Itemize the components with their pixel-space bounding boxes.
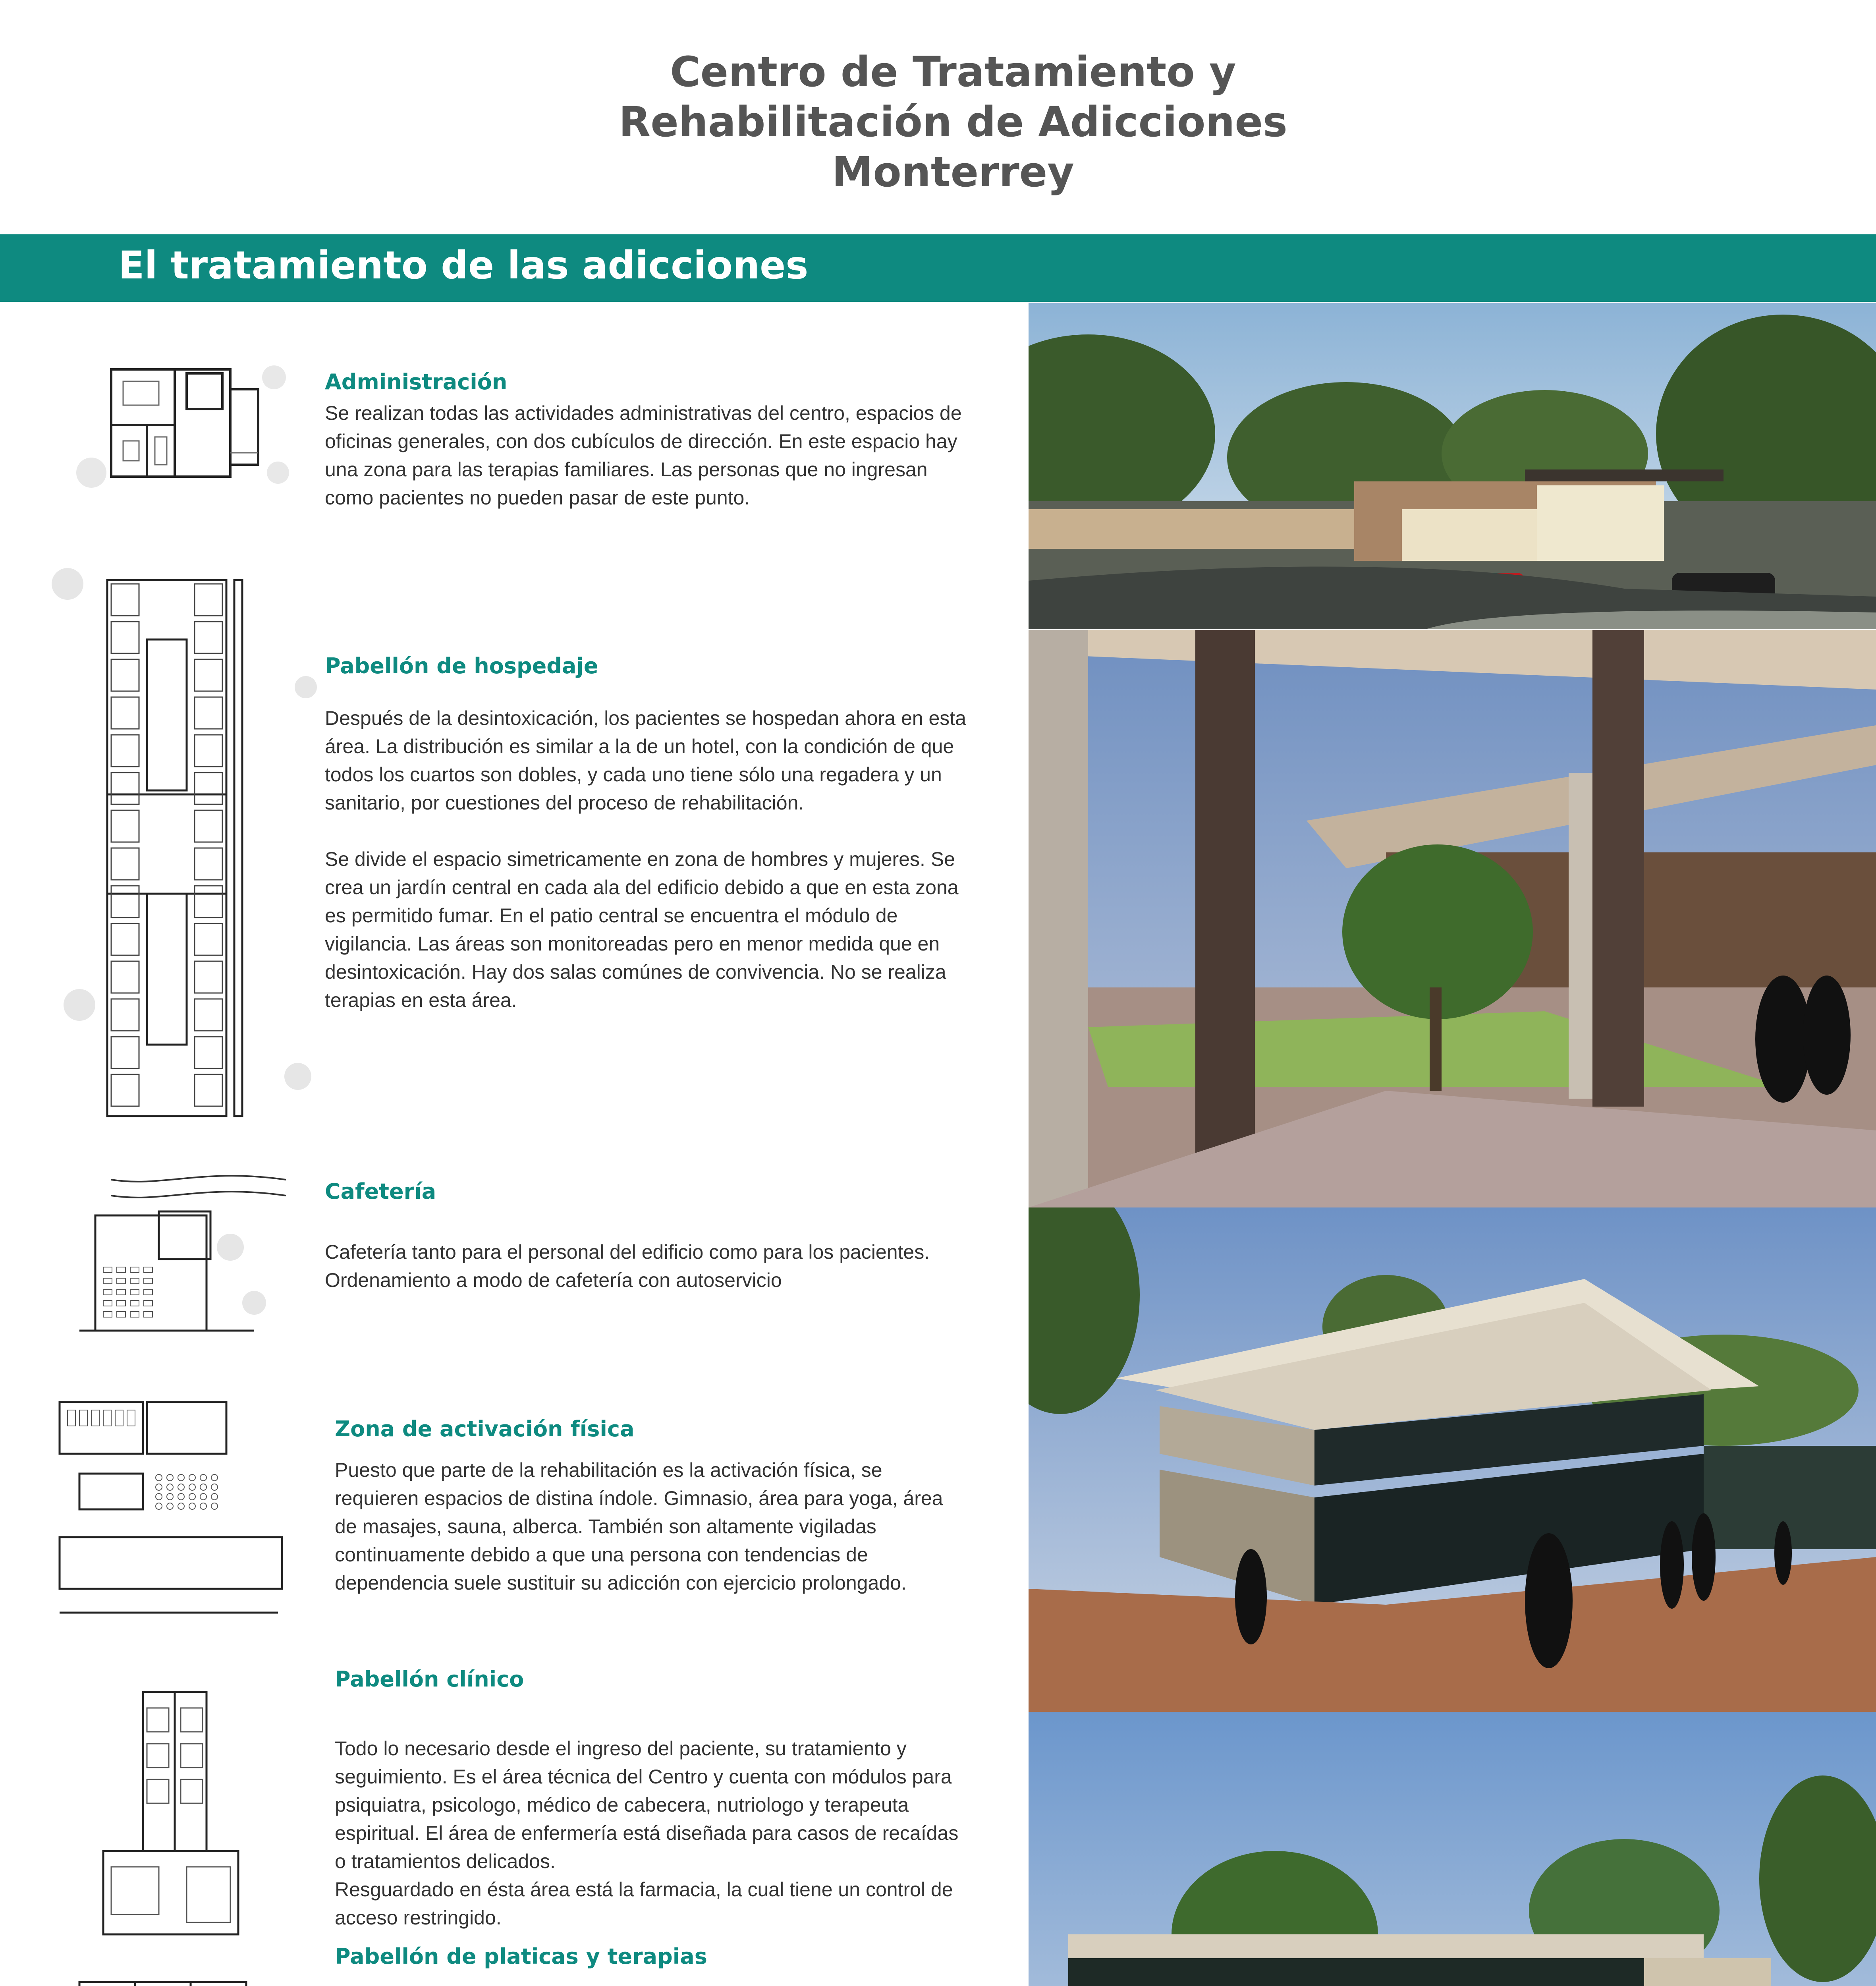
section-text-activacion-fisica (335, 1456, 970, 1597)
section-title-clinico: Pabellón clínico (335, 1667, 524, 1692)
band-title: El tratamiento de las adicciones (118, 243, 809, 288)
page-title (477, 47, 1430, 197)
section-title-administracion: Administración (325, 369, 508, 394)
section-title-cafeteria: Cafetería (325, 1179, 436, 1204)
section-text-cafeteria (325, 1210, 960, 1323)
paragraph: Cafetería tanto para el personal del edificio como para los pacientes. Ordenamiento a modo de cafetería con autoservicio (325, 1241, 930, 1291)
paragraph: Se divide el espacio simetricamente en zona de hombres y mujeres. Se crea un jardín central en cada ala del edificio debido a que en esta zona es permitido fumar. En el patio central se encuentra el módulo de vigilancia. Las áreas son monitoreadas pero en menor medida que en desintoxicación. Hay dos salas comúnes de convivencia. No se realiza terapias en esta área. (325, 848, 959, 1011)
title-line-2: Rehabilitación de Adicciones (619, 98, 1287, 146)
plan-hospedaje (44, 568, 322, 1140)
plan-clinico (87, 1684, 262, 1942)
title-line-3: Monterrey (832, 148, 1075, 196)
section-title-activacion-fisica: Zona de activación física (335, 1416, 635, 1441)
plan-cafeteria (64, 1172, 286, 1354)
render-activation-building (1029, 1207, 1876, 1712)
section-text-platicas-terapias (335, 1984, 970, 1986)
render-courtyard (1029, 630, 1876, 1207)
render-exterior-entrance (1029, 303, 1876, 629)
section-title-hospedaje: Pabellón de hospedaje (325, 653, 598, 678)
paragraph: Después de la desintoxicación, los pacientes se hospedan ahora en esta área. La distribución es similar a la de un hotel, con la condición de que todos los cuartos son dobles, y cada uno tiene sólo una regadera y un sanitario, por cuestiones del proceso de rehabilitación. (325, 707, 966, 814)
plan-platicas-terapias (71, 1974, 258, 1986)
paragraph: Todo lo necesario desde el ingreso del paciente, su tratamiento y seguimiento. Es el área técnica del Centro y cuenta con módulos para psiquiatra, psicologo, médico de cabecera, nutriologo y terapeuta espiritual. El área de enfermería está diseñada para casos de recaídas o tratamientos delicados. Resguardado en ésta área está la farmacia, la cual tiene un control de acceso restringido. (335, 1737, 959, 1929)
paragraph: Puesto que parte de la rehabilitación es la activación física, se requieren espacios de distina índole. Gimnasio, área para yoga, área de masajes, sauna, alberca. También son altamente vigiladas continuamente debido a que una persona con tendencias de dependencia suele sustituir su adicción con ejercicio prolongado. (335, 1459, 943, 1594)
plan-activacion-fisica (56, 1398, 286, 1636)
render-garden-plaza (1029, 1712, 1876, 1986)
paragraph: Se realizan todas las actividades administrativas del centro, espacios de oficinas generales, con dos cubículos de dirección. En este espacio hay una zona para las terapias familiares. Las personas que no ingresan como pacientes no pueden pasar de este punto. (325, 402, 962, 509)
section-title-platicas-terapias: Pabellón de platicas y terapias (335, 1944, 707, 1969)
section-text-administracion (325, 399, 968, 512)
section-text-clinico (335, 1706, 970, 1960)
paragraph (335, 1984, 970, 1986)
title-line-1: Centro de Tratamiento y (670, 48, 1236, 96)
plan-administracion (68, 354, 290, 500)
section-text-hospedaje (325, 704, 968, 1014)
